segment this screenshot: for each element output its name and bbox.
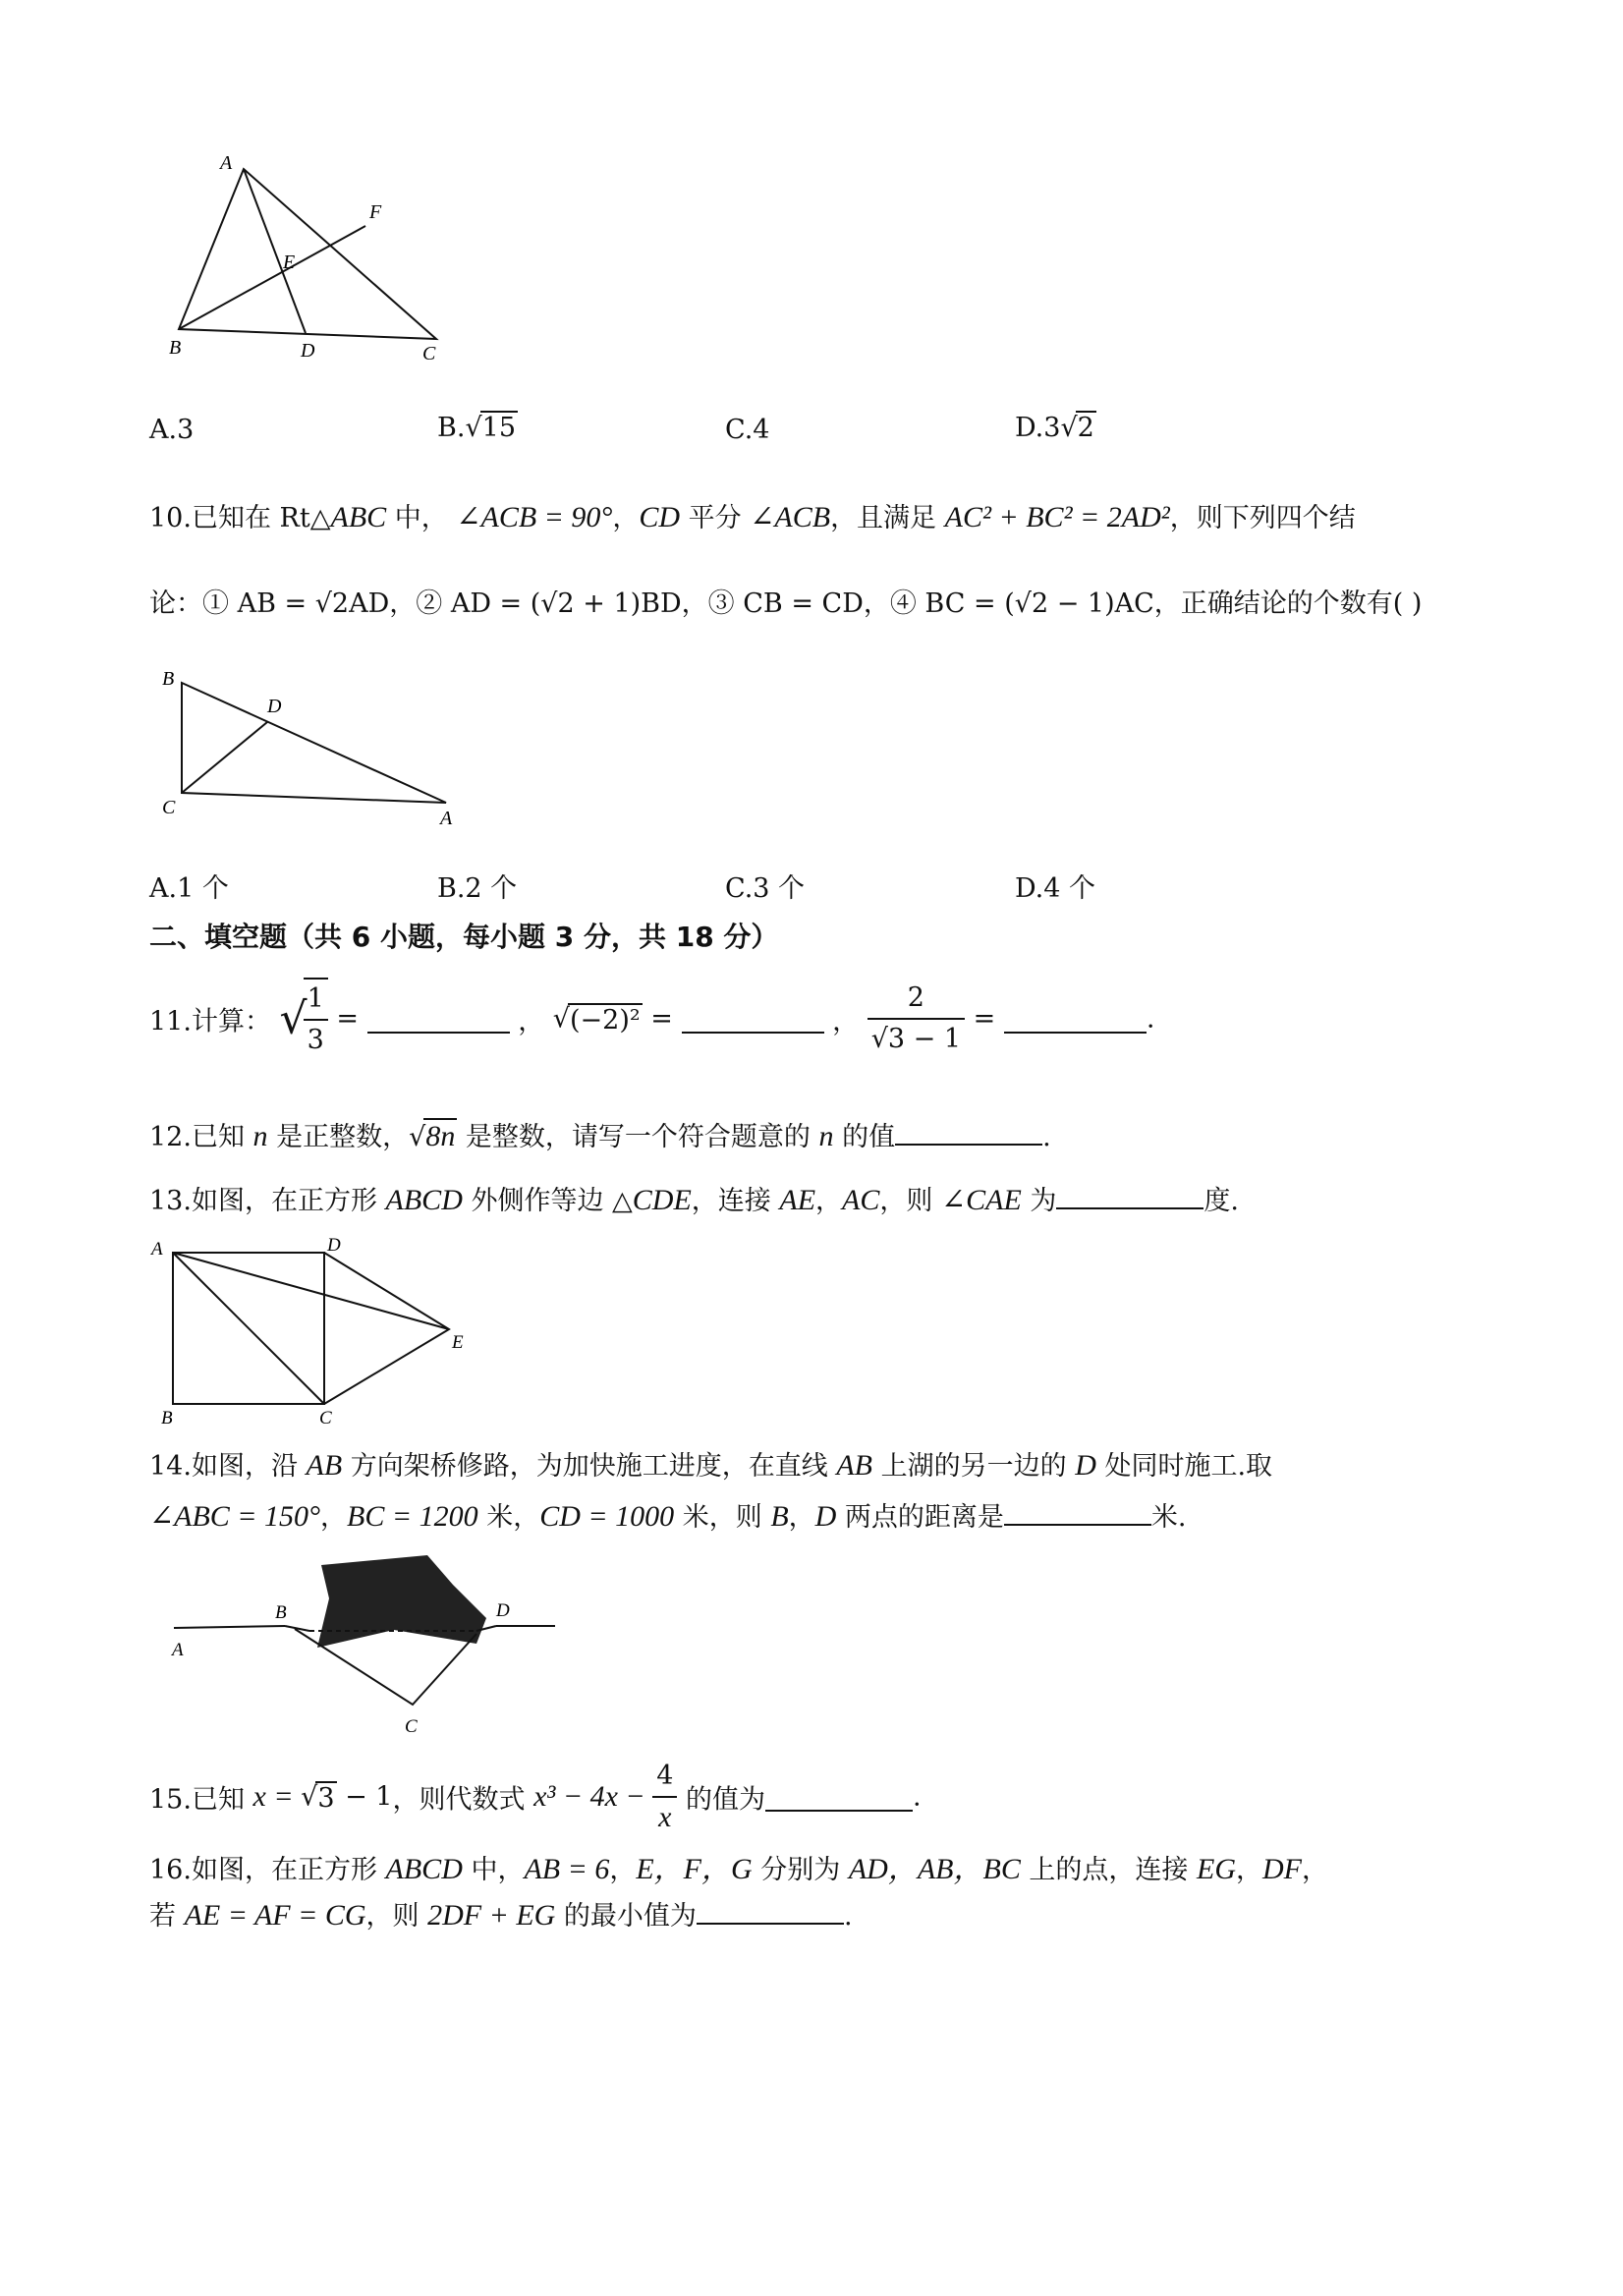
q10-line1 [149,496,1356,534]
q16-text: 上的点，连接 [1020,1855,1198,1885]
figure-q9-triangle [157,147,462,364]
label-A: A [220,152,233,174]
q13-text: ， [815,1186,843,1216]
q11-frac1-den: 3 [307,1025,324,1055]
q11-eq: = [336,1003,359,1035]
q11-radicand2: (−2)² [570,1004,641,1036]
q11-answer-blank-2[interactable] [682,1004,824,1034]
q13-text: 为 [1021,1186,1057,1216]
q14-b: B [770,1500,789,1533]
q13-text: ，连接 [691,1186,780,1216]
q11-eq: = [973,1003,996,1035]
q13-ae: AE [779,1184,816,1216]
label-B: B [275,1602,287,1623]
figure-q14-bridge [162,1547,575,1744]
label-A: A [151,1239,163,1260]
q16-sides: AD，AB，BC [848,1853,1021,1885]
q9-b-prefix: B. [437,413,466,443]
label-A: A [172,1640,184,1660]
q10-text: ，且满足 [830,503,945,533]
q16-text: ， [1236,1855,1263,1885]
q16-text: ， [609,1855,637,1885]
sqrt-sign: √ [465,413,482,443]
q15-frac [652,1757,677,1837]
q14-line1 [149,1444,1272,1483]
q10-cd: CD [639,501,681,533]
q16-abcd: ABCD [385,1853,463,1885]
q11-frac3-num: 2 [867,979,965,1020]
sqrt-sign: √ [279,993,308,1044]
q10-rt: Rt [279,503,310,533]
q16-text: 若 [149,1901,185,1932]
q16-efg: E，F，G [636,1853,753,1885]
q14-ab: AB [836,1449,873,1482]
q10-option-b: B.2 个 [437,873,518,904]
q14-line2 [149,1495,1187,1534]
q15-radicand: 3 [317,1782,335,1814]
sqrt-sign: √ [552,1003,570,1035]
q14-text: 上湖的另一边的 [872,1451,1076,1482]
sqrt-sign: √ [409,1122,426,1152]
q16-eg: EG [1197,1853,1237,1885]
q10-angle2: ∠ACB [750,501,831,533]
q15-end: . [912,1781,922,1813]
label-D: D [301,340,315,362]
q15-text: ，则代数式 [392,1784,534,1816]
q14-cd: CD = 1000 [539,1500,675,1533]
q14-d: D [1075,1449,1096,1482]
q16-expr: 2DF + EG [427,1899,556,1932]
q14-bc: BC = 1200 [347,1500,478,1533]
q16-ab: AB = 6 [524,1853,610,1885]
q9-option-c: C.4 [725,415,770,445]
q11-end: . [1146,1003,1155,1035]
sqrt-sign: √ [301,1781,318,1813]
q12-text: 是正整数， [267,1122,410,1152]
q15-minus: − 1 [336,1781,393,1813]
q13-text: 13.如图，在正方形 [149,1186,386,1216]
q9-d-radicand: 2 [1077,413,1094,443]
q16-line1 [149,1844,1328,1887]
label-C: C [162,797,176,818]
q14-text: ， [320,1502,348,1533]
q10-line2: 论：① AB = √2AD，② AD = (√2 + 1)BD，③ CB = CD，④ BC = (√2 − 1)AC，正确结论的个数有( ) [149,588,1423,619]
q16-text: 16.如图，在正方形 [149,1855,386,1885]
q10-text: 中， [386,503,448,533]
q10-text: ， [612,503,640,533]
q15-text: 的值为 [677,1784,765,1816]
q16-answer-blank[interactable] [697,1895,844,1925]
q10-text: ，则下列四个结 [1169,503,1356,533]
q13-cde: CDE [632,1184,692,1216]
q13-answer-blank[interactable] [1056,1180,1203,1209]
q15-frac-num: 4 [652,1757,677,1798]
q12-n: n [818,1120,834,1152]
q13-abcd: ABCD [385,1184,463,1216]
label-B: B [161,1408,173,1428]
q13 [149,1179,1239,1217]
q15-text: 15.已知 [149,1784,253,1816]
q13-ac: AC [842,1184,880,1216]
figure-q10-triangle [157,663,472,840]
q9-b-radicand: 15 [481,413,517,443]
q16-text: 分别为 [752,1855,849,1885]
q12-radicand: 8n [425,1120,456,1152]
q13-cae: ∠CAE [940,1184,1022,1216]
q11-frac1 [304,978,328,1060]
section-title: 二、填空题（共 6 小题，每小题 3 分，共 18 分） [149,921,779,953]
q12-text: 12.已知 [149,1122,253,1152]
q14-ab: AB [306,1449,343,1482]
q16-condition: AE = AF = CG [184,1899,366,1932]
label-A: A [440,808,453,829]
q11 [149,978,1154,1060]
q14-answer-blank[interactable] [1004,1496,1151,1526]
label-E: E [283,252,296,273]
label-B: B [162,668,175,690]
q14-angle: ∠ABC = 150° [149,1500,321,1533]
q14-text: 处同时施工.取 [1095,1451,1273,1482]
q10-text: 平分 [680,503,751,533]
q14-end: 米. [1150,1502,1187,1533]
q12-text: 是整数，请写一个符合题意的 [457,1122,819,1152]
q16-end: . [843,1901,853,1932]
q16-line2 [149,1894,853,1932]
lake-shape [317,1555,486,1648]
q15-x: x = [252,1780,302,1813]
label-C: C [405,1716,418,1737]
label-D: D [496,1600,510,1621]
q10-option-a: A.1 个 [149,873,229,904]
q16-df: DF [1262,1853,1303,1885]
sqrt-sign: √ [1060,413,1078,443]
figure-q13-square [147,1233,481,1429]
q14-d: D [814,1500,837,1533]
q10-option-c: C.3 个 [725,873,806,904]
q15-answer-blank[interactable] [765,1782,913,1812]
q11-answer-blank-3[interactable] [1004,1004,1147,1034]
q12-answer-blank[interactable] [895,1116,1042,1146]
q11-frac3 [867,979,965,1059]
q11-answer-blank-1[interactable] [367,1004,510,1034]
q16-text: 中， [462,1855,525,1885]
q11-comma: ， [518,1006,545,1037]
q11-frac3-den: √3 − 1 [870,1024,962,1054]
q12 [149,1115,1051,1153]
label-D: D [267,696,282,717]
q11-frac1-num: 1 [304,980,328,1021]
q14-text: ， [788,1502,815,1533]
label-B: B [169,337,182,359]
q10-option-d: D.4 个 [1015,873,1096,904]
q15-expr: x³ − 4x − [533,1780,653,1813]
q10-text: 10.已知在 [149,503,271,533]
q14-text: 米，则 [674,1502,771,1533]
q10-abc: ABC [330,501,387,533]
q14-text: 方向架桥修路，为加快施工进度，在直线 [342,1451,837,1482]
q14-text: 米， [477,1502,540,1533]
q9-option-d [1015,411,1096,443]
q9-option-a: A.3 [149,415,195,445]
q14-text: 两点的距离是 [836,1502,1004,1533]
q9-d-prefix: D.3 [1015,413,1061,443]
label-C: C [422,343,436,364]
q13-end: 度. [1203,1186,1239,1216]
q16-text: 的最小值为 [555,1901,697,1932]
q13-text: 外侧作等边 △ [462,1186,633,1216]
q13-text: ，则 [879,1186,941,1216]
q11-comma: ， [832,1006,860,1037]
q10-triangle-symbol: △ [309,503,331,533]
q15 [149,1757,922,1837]
q16-text: ，则 [365,1901,428,1932]
q15-frac-den: x [658,1801,672,1833]
q12-end: . [1042,1122,1051,1152]
q12-text: 的值 [833,1122,896,1152]
q9-option-b [437,411,518,443]
q12-n: n [252,1120,268,1152]
q11-eq: = [650,1003,673,1035]
label-E: E [452,1332,464,1353]
q16-text: ， [1302,1855,1329,1885]
q10-angle: ∠ACB = 90° [456,501,613,533]
q11-prefix: 11.计算： [149,1006,271,1037]
label-C: C [319,1408,332,1428]
label-F: F [369,201,382,223]
label-D: D [327,1235,341,1256]
q14-text: 14.如图，沿 [149,1451,307,1482]
q10-condition: AC² + BC² = 2AD² [944,501,1170,533]
